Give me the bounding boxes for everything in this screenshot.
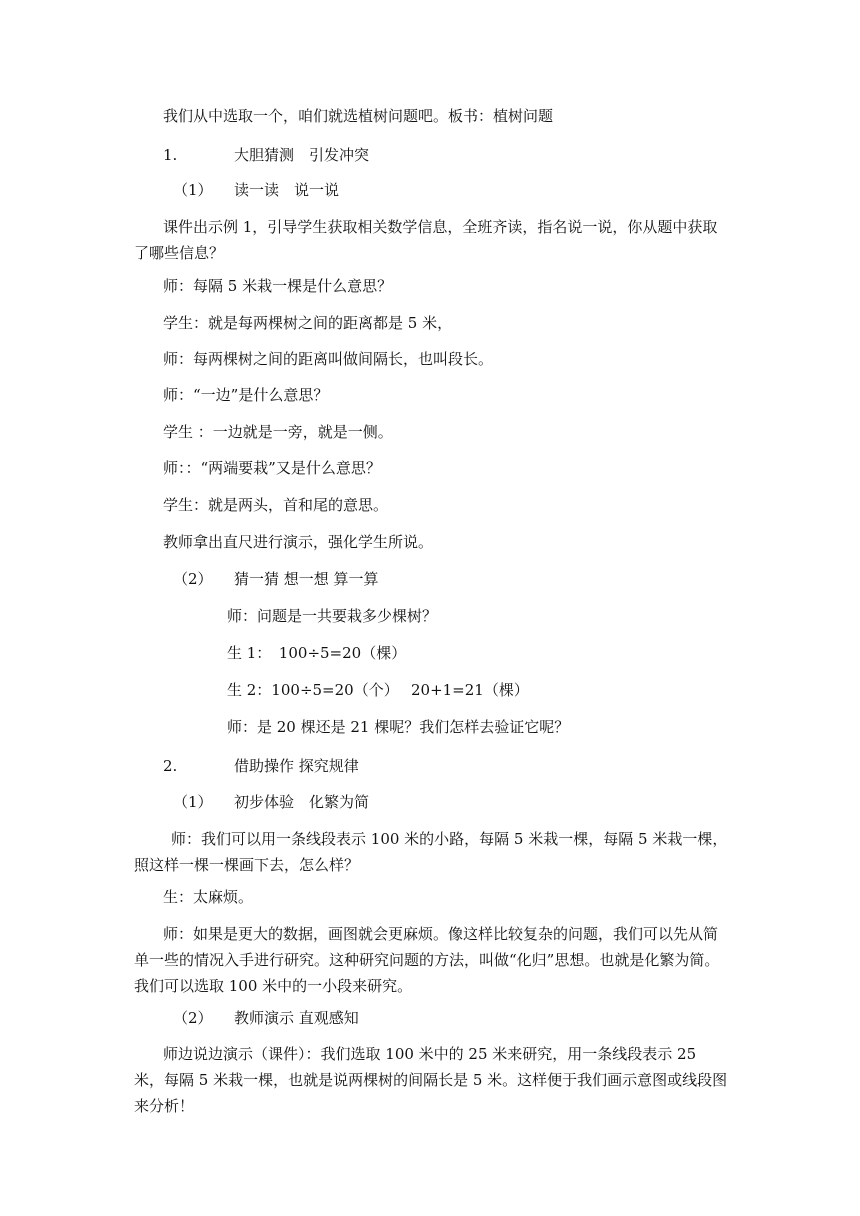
- text-line: 师：问题是一共要栽多少棵树？: [227, 607, 438, 625]
- text-line: 师：是 20 棵还是 21 棵呢？我们怎样去验证它呢？: [227, 718, 570, 736]
- subheading-number: （2）: [173, 1009, 213, 1027]
- text-line: 生：太麻烦。: [163, 888, 254, 906]
- text-line: 教师拿出直尺进行演示，强化学生所说。: [163, 533, 434, 551]
- subheading-text: 初步体验 化繁为简: [234, 793, 370, 811]
- subheading-number: （2）: [173, 570, 213, 588]
- subheading-number: （1）: [173, 793, 213, 811]
- heading-text: 大胆猜测 引发冲突: [234, 146, 370, 164]
- text-line: 学生 ：一边就是一旁，就是一侧。: [163, 423, 393, 441]
- paragraph: 师：如果是更大的数据，画图就会更麻烦。像这样比较复杂的问题，我们可以先从简单一些的情况入手进行研究。这种研究问题的方法，叫做“化归”思想。也就是化繁为简。我们可以选取 100 米中的一小段来研究。: [134, 925, 720, 995]
- text-line: 生 1： 100÷5=20（棵）: [227, 644, 407, 662]
- heading-number: 1.: [163, 146, 178, 164]
- text-line: 师：每隔 5 米栽一棵是什么意思？: [163, 277, 393, 295]
- text-line: 生 2：100÷5=20（个） 20+1=21（棵）: [227, 681, 529, 699]
- paragraph: 课件出示例 1，引导学生获取相关数学信息，全班齐读，指名说一说，你从题中获取了哪些信息？: [134, 218, 718, 262]
- text-line: 师：：“两端要栽”又是什么意思？: [163, 459, 381, 477]
- subheading-text: 猜一猜 想一想 算一算: [234, 570, 379, 588]
- subheading-text: 读一读 说一说: [234, 181, 340, 199]
- subheading-number: （1）: [173, 181, 213, 199]
- paragraph: 师：我们可以用一条线段表示 100 米的小路，每隔 5 米栽一棵，每隔 5 米栽一棵，照这样一棵一棵画下去，怎么样？: [134, 830, 728, 874]
- heading-text: 借助操作 探究规律: [234, 757, 359, 775]
- text-line: 我们从中选取一个，咱们就选植树问题吧。板书：植树问题: [163, 107, 554, 125]
- subheading-text: 教师演示 直观感知: [234, 1009, 359, 1027]
- heading-number: 2.: [163, 757, 178, 775]
- text-line: 师：每两棵树之间的距离叫做间隔长，也叫段长。: [163, 350, 494, 368]
- paragraph: 师边说边演示（课件）：我们选取 100 米中的 25 米来研究，用一条线段表示 25 米，每隔 5 米栽一棵，也就是说两棵树的间隔长是 5 米。这样便于我们画示意图或线段图来分析！: [134, 1045, 728, 1115]
- text-line: 学生：就是两头，首和尾的意思。: [163, 496, 389, 514]
- text-line: 师：“一边”是什么意思？: [163, 386, 329, 404]
- text-line: 学生：就是每两棵树之间的距离都是 5 米，: [163, 314, 453, 332]
